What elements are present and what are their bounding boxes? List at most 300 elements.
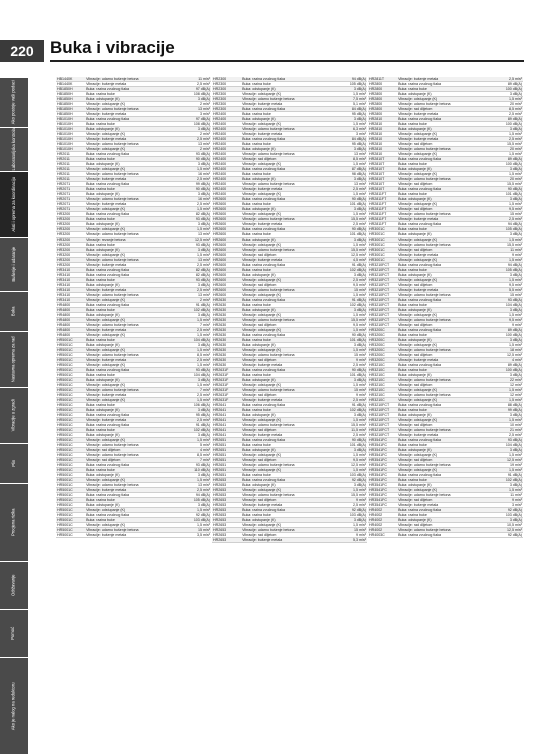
value-cell: 13 m/s² [198,257,210,262]
value-cell: 95 dB(A) [351,112,366,117]
value-cell: 1,5 m/s² [353,292,366,297]
parameter-cell: Vibracije: udarno bušenje betona [86,322,139,327]
model-cell: HR5001C [57,533,73,538]
sidebar-tab[interactable] [0,388,28,444]
model-cell: HR2631F [213,387,229,392]
model-cell: HR4002 [369,523,383,528]
value-cell: 2,5 m/s² [197,392,210,397]
spec-table-column-3 [368,77,523,538]
parameter-cell: Vibracije: odstupanje (K) [398,488,438,493]
sidebar-tab[interactable] [0,238,28,292]
value-cell: 93 dB(A) [195,242,210,247]
parameter-cell: Buka: razina zvučnog tlaka [242,332,286,337]
model-cell: HR2800 [369,112,383,117]
model-cell: HR3210FCT [369,302,390,307]
model-cell: HR5001C [57,438,73,443]
value-cell: 91 dB(A) [507,473,522,478]
model-cell: HR2600 [213,237,227,242]
parameter-cell: Vibracije: udarno bušenje betona [86,257,139,262]
model-cell: HR3200C [369,347,385,352]
model-cell: HR2810T [369,182,385,187]
model-cell: HR2300 [213,92,227,97]
model-cell: HR2800 [369,97,383,102]
parameter-cell: Buka: razina buke [242,82,271,87]
parameter-cell: Vibracije: odstupanje (K) [86,523,126,528]
value-cell: 3 dB(A) [509,307,522,312]
model-cell: HR2300 [213,82,227,87]
model-cell: HR4800 [57,322,71,327]
model-cell: HR3001C [369,242,385,247]
parameter-cell: Buka: razina buke [86,187,115,192]
value-cell: 97 dB(A) [195,117,210,122]
value-cell: 105 dB(A) [349,82,366,87]
value-cell: 100 dB(A) [505,332,522,337]
sidebar-tab[interactable] [0,78,28,128]
model-cell: HR5001C [57,387,73,392]
value-cell: 2 m/s² [200,102,210,107]
value-cell: 92 dB(A) [507,533,522,538]
value-cell: 15,5 m/s² [351,493,366,498]
parameter-cell: Buka: razina zvučnog tlaka [398,403,442,408]
parameter-cell: Vibracije: udarno bušenje betona [242,317,295,322]
parameter-cell: Buka: razina buke [86,122,115,127]
model-cell: HR3001C [369,247,385,252]
value-cell: 105 dB(A) [193,498,210,503]
parameter-cell: Buka: razina zvučnog tlaka [242,167,286,172]
parameter-cell: Vibracije: odstupanje (K) [86,478,126,483]
model-cell: HR2800 [369,82,383,87]
model-cell: HR5001C [57,433,73,438]
model-cell: HR3210FCT [369,322,390,327]
model-cell: HR3541FC [369,448,387,453]
parameter-cell: Buka: razina buke [86,337,115,342]
parameter-cell: Buka: odstupanje (K) [242,207,276,212]
value-cell: 84 dB(A) [351,137,366,142]
model-cell: HR3200 [57,232,71,237]
parameter-cell: Buka: razina zvučnog tlaka [86,117,130,122]
value-cell: 1,5 m/s² [509,132,522,137]
value-cell: 2,5 m/s² [353,187,366,192]
model-cell: HR3200C [369,342,385,347]
model-cell: HR5001C [57,513,73,518]
parameter-cell: Vibracije: odstupanje (K) [398,202,438,207]
model-cell: HR2653 [213,513,227,518]
value-cell: 3 dB(A) [353,377,366,382]
parameter-cell: Vibracije: rad dlijetom [242,357,277,362]
parameter-cell: Vibracije: odstupanje (K) [86,347,126,352]
value-cell: 3 dB(A) [197,473,210,478]
sidebar-tab[interactable] [0,658,28,755]
model-cell: HR2600 [213,287,227,292]
model-cell: HR2641 [213,423,227,428]
model-cell: HR3210C [369,377,385,382]
model-cell: HR4003C [369,533,385,538]
value-cell: 2,5 m/s² [509,217,522,222]
model-cell: HR2810T [369,172,385,177]
title-rule [50,60,524,62]
parameter-cell: Vibracije: udarno bušenje betona [86,387,139,392]
model-cell: HR2811FT [369,222,387,227]
model-cell: HR3200 [57,237,71,242]
value-cell: 1,5 m/s² [509,172,522,177]
value-cell: 2,5 m/s² [353,433,366,438]
parameter-cell: Buka: razina buke [86,157,115,162]
model-cell: HR2630 [213,302,227,307]
sidebar-tab[interactable] [0,332,28,388]
spec-table-column-1 [56,77,211,538]
value-cell: 1,5 m/s² [197,332,210,337]
parameter-cell: Vibracije: udarno bušenje betona [86,197,139,202]
model-cell: HR2011 [57,162,70,167]
parameter-cell: Buka: odstupanje (K) [242,117,276,122]
value-cell: 9 m/s² [512,498,522,503]
model-cell: HB1850H [57,102,73,107]
parameter-cell: Vibracije: rad dlijetom [86,458,121,463]
parameter-cell: Vibracije: udarno bušenje betona [242,528,295,533]
model-cell: HR3541FC [369,473,387,478]
value-cell: 2,5 m/s² [197,82,210,87]
value-cell: 105 dB(A) [505,227,522,232]
value-cell: 2,5 m/s² [197,177,210,182]
model-cell: HR2630 [213,307,227,312]
parameter-cell: Buka: razina buke [242,172,271,177]
model-cell: HR3541FC [369,493,387,498]
parameter-cell: Vibracije: udarno bušenje betona [242,423,295,428]
model-cell: HR2811FT [369,217,387,222]
model-cell: HR2810 [369,137,383,142]
model-cell: HR2800 [369,102,383,107]
model-cell: HR2811FT [369,202,387,207]
value-cell: 12 m/s² [510,382,522,387]
model-cell: HR4800 [57,317,71,322]
parameter-cell: Vibracije: bušenje metala [242,102,283,107]
parameter-cell: Vibracije: udarno bušenje betona [86,352,139,357]
model-cell: HB1010H [57,132,73,137]
model-cell: HR2600 [213,212,227,217]
model-cell: HR4002 [369,513,383,518]
model-cell: HR2630 [213,327,227,332]
sidebar-tab-label: Alati i oprema za koordinaciju [10,177,16,232]
parameter-cell: Vibracije: udarno bušenje betona [398,292,451,297]
parameter-cell: Vibracije: udarno bušenje betona [242,493,295,498]
parameter-cell: Vibracije: odstupanje (K) [242,312,282,317]
parameter-cell: Buka: razina zvučnog tlaka [86,302,130,307]
parameter-cell: Vibracije: udarno bušenje betona [398,102,451,107]
model-cell: HR3410 [57,292,71,297]
parameter-cell: Vibracije: bušenje metala [398,77,439,81]
value-cell: 21 m/s² [510,428,522,433]
value-cell: 9,5 m/s² [509,317,522,322]
sidebar-tab[interactable] [0,128,28,172]
model-cell: HR2810 [369,142,383,147]
value-cell: 3 dB(A) [197,162,210,167]
model-cell: HR2600 [213,252,227,257]
model-cell: HR2400 [213,117,227,122]
parameter-cell: Buka: razina zvučnog tlaka [398,362,442,367]
value-cell: 1,5 m/s² [197,317,210,322]
value-cell: 1,5 m/s² [197,167,210,172]
value-cell: 4,5 m/s² [353,257,366,262]
value-cell: 2,5 m/s² [353,277,366,282]
value-cell: 110 dB(A) [194,468,210,473]
parameter-cell: Vibracije: rad dlijetom [398,142,433,147]
parameter-cell: Vibracije: odstupanje (K) [398,418,438,423]
parameter-cell: Vibracije: rad dlijetom [398,498,433,503]
model-cell: HB1440K [57,82,73,87]
model-cell: HR3541FC [369,488,387,493]
model-cell: HR2600 [213,222,227,227]
model-cell: HR5001C [57,528,73,533]
model-cell: HR3210FCT [369,403,390,408]
section-sidebar [0,78,28,755]
model-cell: HR2653 [213,533,227,538]
model-cell: HR4800 [57,332,71,337]
sidebar-tab[interactable] [0,172,28,238]
value-cell: 2,5 m/s² [197,327,210,332]
value-cell: 3 dB(A) [509,197,522,202]
model-cell: HR2653 [213,478,227,483]
model-cell: HR2400 [213,187,227,192]
parameter-cell: Vibracije: udarno bušenje betona [398,147,451,152]
value-cell: 7,5 m/s² [353,97,366,102]
parameter-cell: Buka: razina buke [398,87,427,92]
parameter-cell: Buka: razina buke [398,227,427,232]
model-cell: HB1850H [57,87,73,92]
parameter-cell: Buka: razina zvučnog tlaka [398,533,442,538]
value-cell: 3 dB(A) [353,177,366,182]
parameter-cell: Vibracije: odstupanje (K) [398,97,438,102]
parameter-cell: Buka: odstupanje (K) [398,127,432,132]
value-cell: 1,5 m/s² [353,347,366,352]
model-cell: HR2600 [213,242,227,247]
sidebar-tab-label: Laboratorijska kontrola [10,128,16,171]
parameter-cell: Buka: odstupanje (K) [242,518,276,523]
parameter-cell: Buka: odstupanje (K) [86,127,120,132]
parameter-cell: Buka: razina zvučnog tlaka [398,82,442,87]
sidebar-tab[interactable] [0,562,28,610]
parameter-cell: Vibracije: rad dlijetom [242,322,277,327]
value-cell: 3 m/s² [200,112,210,117]
sidebar-tab[interactable] [0,484,28,562]
parameter-cell: Buka: odstupanje (K) [398,413,432,418]
parameter-cell: Buka: razina zvučnog tlaka [242,197,286,202]
parameter-cell: Vibracije: odstupanje (K) [398,398,438,402]
value-cell: 2,5 m/s² [509,433,522,438]
model-cell: HR2630 [213,362,227,367]
value-cell: 8,5 m/s² [197,352,210,357]
model-cell: HR4800 [57,302,71,307]
value-cell: 15 m/s² [354,287,366,292]
parameter-cell: Vibracije: bušenje metala [242,538,283,543]
model-cell: HR5001C [57,478,73,483]
value-cell: 13 m/s² [198,232,210,237]
model-cell: HR2811FT [369,207,387,212]
parameter-cell: Vibracije: udarno bušenje betona [242,287,295,292]
parameter-cell: Vibracije: odstupanje (K) [398,453,438,458]
model-cell: HR2600 [213,232,227,237]
sidebar-tab-label: Procjena rizika [10,508,16,537]
model-cell: HR2651 [213,448,227,453]
value-cell: 2,5 m/s² [353,222,366,227]
model-cell: HR3200 [57,222,71,227]
parameter-cell: Vibracije: udarno bušenje betona [398,212,451,217]
model-cell: HR3200C [369,332,385,337]
parameter-cell: Vibracije: bušenje metala [86,327,127,332]
value-cell: 11,5 m/s² [351,428,366,433]
model-cell: HR2011 [57,172,70,177]
parameter-cell: Vibracije: odstupanje (K) [242,242,282,247]
model-cell: HR5001C [57,428,73,433]
value-cell: 89 dB(A) [507,327,522,332]
model-cell: HR2811FT [369,192,387,197]
model-cell: HR2600 [213,207,227,212]
value-cell: 2,5 m/s² [509,112,522,117]
parameter-cell: Buka: razina buke [398,267,427,272]
value-cell: 90 dB(A) [507,187,522,192]
model-cell: HR2630 [213,357,227,362]
parameter-cell: Buka: razina buke [242,443,271,448]
model-cell: HB1010H [57,127,73,132]
model-cell: HR3210C [369,362,385,367]
value-cell: 94 dB(A) [351,77,366,81]
parameter-cell: Vibracije: odstupanje (K) [398,387,438,392]
value-cell: 1,5 m/s² [353,242,366,247]
model-cell: HR4800 [57,307,71,312]
model-cell: HB1440K [57,77,73,81]
value-cell: 2,5 m/s² [353,362,366,367]
value-cell: 2 m/s² [200,297,210,302]
value-cell: 93 dB(A) [195,277,210,282]
parameter-cell: Vibracije: rad dlijetom [242,252,277,257]
value-cell: 5 m/s² [200,443,210,448]
parameter-cell: Buka: razina buke [86,518,115,523]
parameter-cell: Vibracije: udarno bušenje betona [398,177,451,182]
parameter-cell: Buka: razina zvučnog tlaka [242,297,286,302]
model-cell: HR2630 [213,297,227,302]
model-cell: HR3541FC [369,468,387,473]
value-cell: 1,5 m/s² [197,347,210,352]
value-cell: 9,5 m/s² [353,282,366,287]
parameter-cell: Buka: odstupanje (K) [86,342,120,347]
value-cell: 3 dB(A) [353,307,366,312]
value-cell: 12,5 m/s² [351,463,366,468]
value-cell: 15 m/s² [354,528,366,533]
parameter-cell: Buka: odstupanje (K) [398,448,432,453]
parameter-cell: Buka: razina zvučnog tlaka [242,262,286,267]
value-cell: 3 dB(A) [353,207,366,212]
parameter-cell: Buka: razina zvučnog tlaka [242,478,286,483]
model-cell: HR5001C [57,518,73,523]
model-cell: HR3200 [57,227,71,232]
value-cell: 3 dB(A) [353,518,366,523]
value-cell: 4 m/s² [200,448,210,453]
value-cell: 20 m/s² [510,147,522,152]
sidebar-tab[interactable] [0,444,28,484]
model-cell: HR2641 [213,433,227,438]
parameter-cell: Buka: odstupanje (K) [242,448,276,453]
model-cell: HR3210FCT [369,292,390,297]
value-cell: 92 dB(A) [351,478,366,483]
model-cell: HR5001C [57,423,73,428]
parameter-cell: Vibracije: rad dlijetom [242,533,277,538]
parameter-cell: Vibracije: odstupanje (K) [398,132,438,137]
value-cell: 1,5 m/s² [197,362,210,367]
parameter-cell: Vibracije: udarno bušenje betona [86,142,139,147]
value-cell: 3 dB(A) [353,342,366,347]
value-cell: 108 dB(A) [193,92,210,97]
sidebar-tab-label: Buka [10,306,16,317]
parameter-cell: Vibracije: odstupanje (K) [86,508,126,513]
model-cell: HR3210C [369,367,385,372]
parameter-cell: Vibracije: bušenje metala [398,137,439,142]
model-cell: HR3200 [57,217,71,222]
value-cell: 91 dB(A) [351,403,366,408]
model-cell: HR5001C [57,523,73,528]
value-cell: 3 dB(A) [197,282,210,287]
value-cell: 15,5 m/s² [507,142,522,147]
parameter-cell: Buka: razina buke [242,302,271,307]
parameter-cell: Buka: razina zvučnog tlaka [398,157,442,162]
value-cell: 106 dB(A) [193,403,210,408]
value-cell: 1,5 m/s² [197,523,210,528]
value-cell: 91 dB(A) [351,297,366,302]
parameter-cell: Vibracije: rad dlijetom [398,382,433,387]
parameter-cell: Buka: odstupanje (K) [86,162,120,167]
value-cell: 8,5 m/s² [197,453,210,458]
value-cell: 3 dB(A) [353,147,366,152]
value-cell: 108 dB(A) [193,122,210,127]
model-cell: HR2811FT [369,212,387,217]
parameter-cell: Buka: odstupanje (K) [86,282,120,287]
value-cell: 93 dB(A) [195,217,210,222]
parameter-cell: Vibracije: odstupanje (K) [86,147,126,152]
sidebar-tab[interactable] [0,610,28,658]
parameter-cell: Buka: razina zvučnog tlaka [86,267,130,272]
parameter-cell: Buka: razina buke [242,142,271,147]
parameter-cell: Buka: razina zvučnog tlaka [86,413,130,418]
parameter-cell: Vibracije: udarno bušenje betona [86,528,139,533]
model-cell: HR3210FCT [369,428,390,433]
model-cell: HR2400 [213,152,227,157]
parameter-cell: Buka: razina zvučnog tlaka [398,222,442,227]
value-cell: 9 m/s² [356,533,366,538]
value-cell: 95 dB(A) [351,142,366,147]
value-cell: 90 dB(A) [351,227,366,232]
model-cell: HR3410 [57,272,71,277]
model-cell: HB1850H [57,112,73,117]
model-cell: HR3001C [369,237,385,242]
value-cell: 3 dB(A) [509,518,522,523]
parameter-cell: Vibracije: odstupanje (K) [86,227,126,232]
model-cell: HR4800 [57,312,71,317]
parameter-cell: Vibracije: odstupanje (K) [86,317,126,322]
model-cell: HR3200C [369,352,385,357]
parameter-cell: Buka: odstupanje (K) [398,518,432,523]
model-cell: HR2600 [213,197,227,202]
model-cell: HR3541FC [369,438,387,443]
value-cell: 1,5 m/s² [509,387,522,392]
sidebar-tab-label: Ako je nalog na reduktoru [10,682,16,730]
model-cell: HR2071 [57,202,71,207]
model-cell: HR2400 [213,147,227,152]
model-cell: HR3210FCT [369,408,390,413]
parameter-cell: Buka: razina zvučnog tlaka [242,508,286,513]
sidebar-tab[interactable] [0,292,28,332]
value-cell: 15,5 m/s² [507,182,522,187]
value-cell: 2 m/s² [200,132,210,137]
model-cell: HR3210FCT [369,277,390,282]
model-cell: HR2631F [213,382,229,387]
